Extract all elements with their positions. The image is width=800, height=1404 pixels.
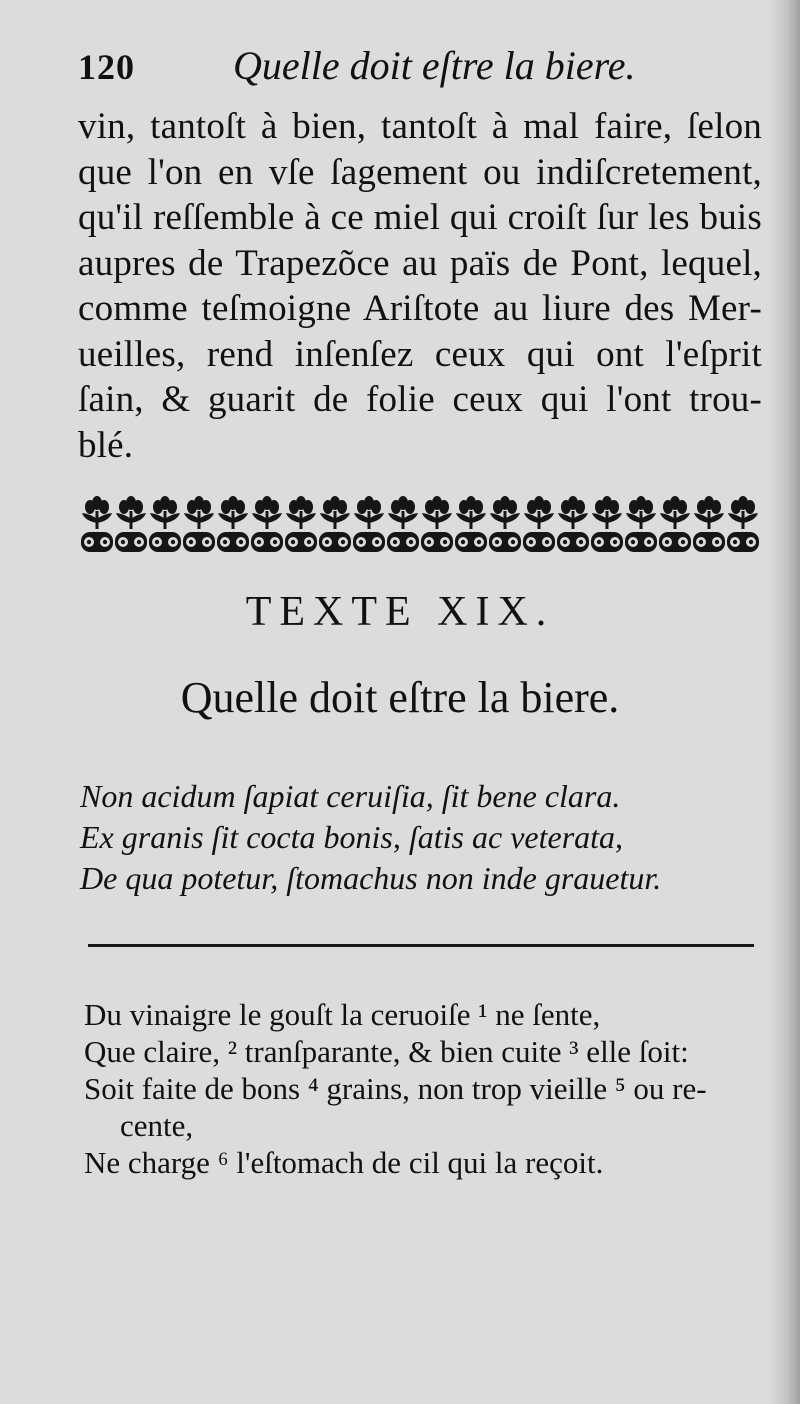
fleuron-motif (217, 496, 249, 552)
french-verse-line: Soit faite de bons ⁴ grains, non trop vieille ⁵ ou re- (84, 1071, 707, 1106)
body-line: aupres de Trapezõce au païs de Pont, lequel, (78, 242, 762, 284)
horizontal-rule (88, 944, 754, 947)
body-line: comme teſmoigne Ariſtote au liure des Mer- (78, 288, 762, 329)
fleuron-motif (727, 496, 759, 552)
fleuron-motif (319, 496, 351, 552)
fleuron-motif (489, 496, 521, 552)
body-line: blé. (78, 424, 134, 466)
fleuron-motif (115, 496, 147, 552)
body-line: vin, tantoſt à bien, tantoſt à mal faire, ſelon (78, 106, 762, 147)
running-title: Quelle doit eſtre la biere. (233, 43, 636, 88)
page-edge-shadow (770, 0, 800, 1404)
fleuron-motif (591, 496, 623, 552)
fleuron-motif (455, 496, 487, 552)
fleuron-motif (183, 496, 215, 552)
french-verse-line: Ne charge ⁶ l'eſtomach de cil qui la reçoit. (84, 1145, 604, 1180)
body-line: qu'il reſſemble à ce miel qui croiſt ſur les buis (78, 197, 762, 238)
latin-verse-line: Ex granis ſit cocta bonis, ſatis ac veterata, (80, 819, 624, 855)
french-verse-line: Que claire, ² tranſparante, & bien cuite ³ elle ſoit: (84, 1034, 689, 1069)
fleuron-motif (693, 496, 725, 552)
latin-verse (80, 776, 760, 899)
latin-verse-line: Non acidum ſapiat ceruiſia, ſit bene clara. (80, 778, 621, 814)
fleuron-motif (353, 496, 385, 552)
body-paragraph (78, 104, 762, 468)
french-verse-line: Du vinaigre le gouſt la ceruoiſe ¹ ne ſente, (84, 997, 601, 1032)
fleuron-motif (523, 496, 555, 552)
fleuron-motif (149, 496, 181, 552)
body-line: que l'on en vſe ſagement ou indiſcretement, (78, 151, 762, 193)
fleuron-motif (251, 496, 283, 552)
french-verse (84, 996, 764, 1181)
french-verse-line: cente, (120, 1108, 194, 1143)
body-line: ſain, & guarit de folie ceux qui l'ont trou- (78, 379, 762, 420)
section-subtitle: Quelle doit eſtre la biere. (180, 673, 620, 722)
fleuron-band-ornament (80, 495, 760, 560)
latin-verse-line: De qua potetur, ſtomachus non inde grauetur. (80, 860, 662, 896)
fleuron-motif (421, 496, 453, 552)
page-number: 120 (78, 47, 135, 87)
section-title: TEXTE XIX. (245, 589, 555, 635)
fleuron-motif (557, 496, 589, 552)
fleuron-motif (387, 496, 419, 552)
fleuron-motif (285, 496, 317, 552)
page-header (78, 42, 718, 92)
fleuron-motif (625, 496, 657, 552)
fleuron-motif (81, 496, 113, 552)
fleuron-motif (659, 496, 691, 552)
body-line: ueilles, rend inſenſez ceux qui ont l'eſprit (78, 333, 762, 375)
